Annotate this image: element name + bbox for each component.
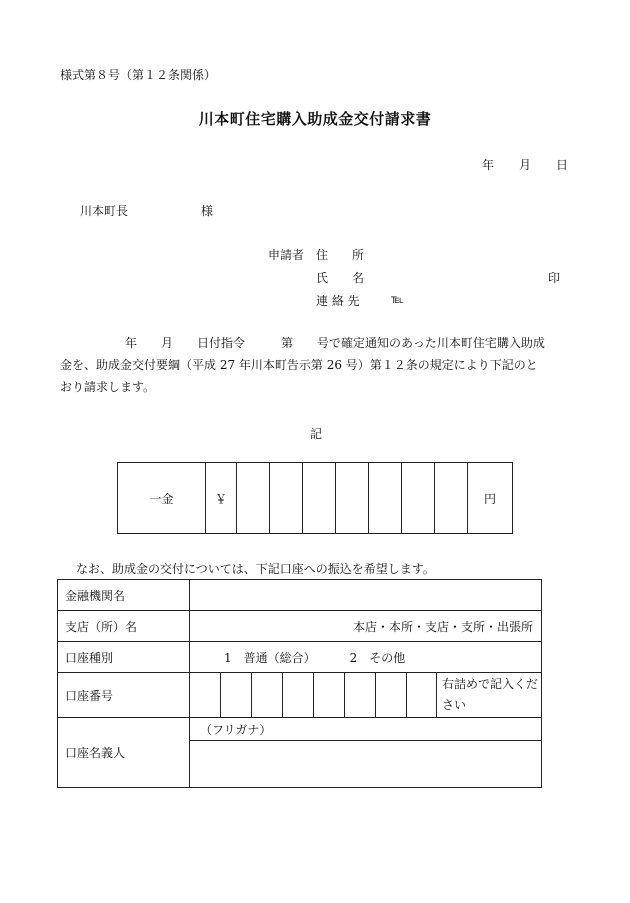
institution-field[interactable] <box>190 580 542 611</box>
holder-name-field[interactable] <box>190 741 542 788</box>
date-year: 年 <box>482 158 495 172</box>
amount-digit-cell[interactable] <box>303 463 336 534</box>
tel-icon: ℡ <box>391 292 404 306</box>
branch-options[interactable]: 本店・本所・支店・支所・出張所 <box>190 611 542 642</box>
account-digit-cell[interactable] <box>345 673 376 718</box>
document-title: 川本町住宅購入助成金交付請求書 <box>198 110 432 128</box>
addressee-honorific: 様 <box>201 204 214 218</box>
amount-digit-cell[interactable] <box>237 463 270 534</box>
form-number: 様式第８号（第１２条関係） <box>60 68 217 82</box>
furigana-label: （フリガナ） <box>200 722 272 737</box>
amount-digit-cell[interactable] <box>336 463 369 534</box>
account-digit-cell[interactable] <box>407 673 437 718</box>
applicant-role: 申請者 <box>268 248 305 262</box>
account-digit-cell[interactable] <box>314 673 345 718</box>
branch-label: 支店（所）名 <box>58 611 190 642</box>
request-body <box>60 332 570 398</box>
holder-label: 口座名義人 <box>58 718 190 788</box>
transfer-note: なお、助成金の交付については、下記口座への振込を希望します。 <box>76 562 435 576</box>
amount-table <box>117 462 513 534</box>
amount-suffix: 円 <box>468 463 513 534</box>
amount-digit-cell[interactable] <box>270 463 303 534</box>
bank-account-table <box>57 579 542 788</box>
applicant-address-label: 住 所 <box>316 248 365 262</box>
institution-label: 金融機関名 <box>58 580 190 611</box>
amount-digit-cell[interactable] <box>369 463 402 534</box>
account-digit-cell[interactable] <box>221 673 252 718</box>
account-digit-cell[interactable] <box>283 673 314 718</box>
body-line: おり請求します。 <box>60 380 156 394</box>
account-digit-cell[interactable] <box>190 673 221 718</box>
applicant-name-label: 氏 名 <box>316 271 365 285</box>
amount-digit-cell[interactable] <box>402 463 435 534</box>
date-month: 月 <box>519 158 532 172</box>
addressee-name: 川本町長 <box>80 204 129 218</box>
account-number-label: 口座番号 <box>58 673 190 718</box>
account-type-ordinary[interactable]: 1 普通（総合） <box>224 650 316 665</box>
account-digit-cell[interactable] <box>376 673 407 718</box>
body-line: 金を、助成金交付要綱（平成 27 年川本町告示第 26 号）第１２条の規定により下記のと <box>60 358 538 372</box>
yen-mark: ￥ <box>206 463 237 534</box>
account-type-label: 口座種別 <box>58 642 190 673</box>
date-day: 日 <box>556 158 569 172</box>
seal-mark: 印 <box>548 271 561 285</box>
applicant-contact-label: 連 絡 先 <box>316 294 360 308</box>
ki-heading: 記 <box>310 427 323 441</box>
amount-prefix: 一金 <box>118 463 206 534</box>
account-digit-cell[interactable] <box>252 673 283 718</box>
amount-digit-cell[interactable] <box>435 463 468 534</box>
account-type-options[interactable] <box>190 642 542 673</box>
account-number-note: 右詰めで記入ください <box>437 673 542 718</box>
body-line: 年 月 日付指令 第 号で確定通知のあった川本町住宅購入助成 <box>125 336 545 350</box>
furigana-field[interactable] <box>190 718 542 741</box>
account-type-other[interactable]: 2 その他 <box>349 650 406 665</box>
